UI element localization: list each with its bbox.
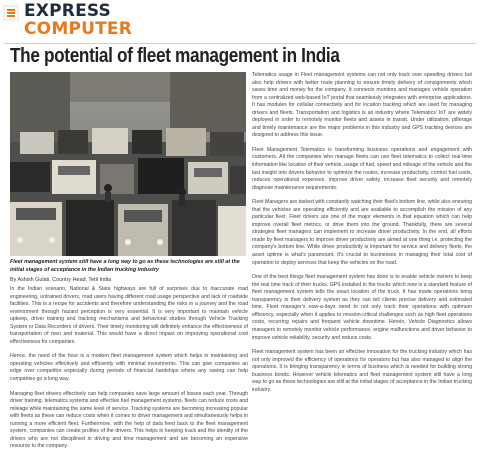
- header-divider: [4, 43, 476, 44]
- paragraph: Telematics usage in Fleet management systems can not only track over speeding drivers but also help drivers with better route planning to ensure timely delivery of consignments which saves time and money for the company. It connects monitors and manages vehicle operation from a centralized web-based IoT portal that seamlessly integrates with enterprise applications. It has modules for cellular connectivity and for location tracking which are used for managing drivers and fleets. Transportation and logistics is an industry where Telematics' IoT are widely deployed in order to remotely monitor fleets and assets in transit. Under utilization, pilferage and timely maintenance are the major problems in this industry and GPS tracking devices are designed to address this issue.: [252, 72, 472, 139]
- express-logo-icon: [4, 6, 18, 20]
- paragraph: Fleet management system has been an effective innovation for the trucking industry which has not only improved the efficiency of operations for operators but has also managed to align the operations. It is bringing transparency in terms of business which is needed for building strong business bonds. However vehicle telematics and fleet management system still have a long way to go as these technologies are still at the initial stages of acceptance in the Indian trucking industry.: [252, 349, 472, 393]
- paragraph: Fleet Managers are tasked with constantly watching their fleet's bottom line, while also ensuring that the vehicles are operating efficiently and are available to accomplish the mission of any particular fleet. Fleet drivers are one of the major elements in that equation which can help improve overall fleet metrics, or drive them into the ground. Thankfully, there are several strategies fleet managers can implement to increase driver productivity. In the end, all efforts made by fleet managers to improve driver productivity are aimed at one thing i.e. protecting the company's bottom line. While driver productivity is important for service and delivery fleets, the asset uptime is what's paramount. It's crucial to businesses in managing their total cost of operation to deploy services that keep the vehicles on the road.: [252, 199, 472, 266]
- photo-caption: Fleet management system still have a long way to go as these technologies are still at the initial stages of acceptance in the Indian trucking industry: [10, 259, 240, 273]
- paragraph: One of the best things fleet management system has done is to enable vehicle owners to keep the real time track of their trucks. GPS installed in the trucks which now is a standard feature of fleet management system tells the exact location of the truck. It has made operations bring transparency in their delivery system as they can tell clients precise delivery and estimated time. Fleet manager's now-a-days need to not only track their operations with optimum efficiency, especially when it applies to mission-critical challenges such as high fleet operations costs, recurring repairs and frequent vehicle downtime. Herein, Vehicle Diagnostics allows managers to remotely monitor vehicle performance, engine malfunctions and driver behavior to improve vehicle reliability, security and reduce costs.: [252, 274, 472, 341]
- paragraph: Managing fleet drivers effectively can help companies save large amount of losses each year. Through driver training, telematics systems and effective fuel management systems, fleets can reduce costs and mileage while maintaining the same level of service. Tracking systems are becoming increasing popular with fleets as these can reduce costs when it comes to driver management and simultaneously helps in running a more efficient fleet. Furthermore, with the help of data feed back to the fleet management system, companies can create profiles of the drivers. This helps in keeping track and the identity of the drivers who are not disciplined in driving and time management and are becoming an expensive resource to the company.: [10, 390, 248, 450]
- left-column: [10, 286, 248, 458]
- logo-computer: COMPUTER: [24, 19, 133, 39]
- paragraph: Fleet Management Telematics is transforming business operations and engagement with customers. All the companies who manage fleets can use fleet telematics to collect real-time information like location of their vehicle, usage of fuel, speed and mileage of the vehicle and the last insight into drivers behavior to optimize the routes, increase productivity, control fuel costs, reduces operational expenses, improve driver safety, increase fleet security and remotely diagnose maintenance requirements.: [252, 146, 472, 191]
- traffic-photo: [10, 72, 246, 256]
- right-column: [252, 72, 472, 401]
- paragraph: In the Indian scenario, National & State highways are full of surprises due to inaccurate road engineering, untrained drivers, road users having different road usage perspective and lack of roadside facilities. This is a recipe for accidents and therefore understanding the risks in a journey and the road environment through hazard perception is very essential. It is very important to maintain vehicle upkeep, driver training and tracking mechanisms and behavioral studies through Vehicle Tracking System or Data Recorders of drivers. Their timely monitoring will definitely enhance the effectiveness of transportation of men and material. This would have a direct impact on improving operational cost effectiveness for companies.: [10, 286, 248, 345]
- article-title: The potential of fleet management in India: [10, 45, 340, 67]
- logo-express: EXPRESS: [24, 1, 112, 21]
- paragraph: Hence, the need of the hour is a modern fleet management system which helps in maintaining and operating vehicles effectively and efficiently with minimal investments. This can give companies an edge over competitor especially during periods of financial hardships where any saving can help companies go a long way.: [10, 353, 248, 383]
- byline: By Ashish Gulati, Country Head, Tetil India: [10, 277, 112, 283]
- masthead[interactable]: [4, 2, 204, 42]
